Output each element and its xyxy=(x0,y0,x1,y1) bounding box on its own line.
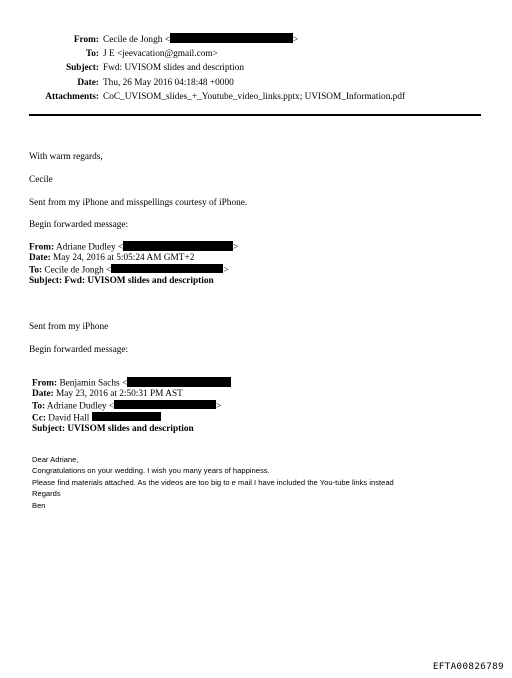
fwd1-date-label: Date: xyxy=(29,253,51,264)
redaction-block xyxy=(111,264,223,274)
redaction-block xyxy=(92,412,161,422)
fwd2-date-label: Date: xyxy=(32,389,54,400)
body2-sent-from: Sent from my iPhone xyxy=(29,322,109,332)
fwd2-date-value: May 23, 2016 at 2:50:31 PM AST xyxy=(56,389,183,400)
header-date-label: Date: xyxy=(77,77,99,88)
fwd1-from-suffix: > xyxy=(233,242,239,253)
bates-number: EFTA00826789 xyxy=(432,661,504,672)
fwd2-to-label: To: xyxy=(32,401,46,412)
fwd1-from-value: Adriane Dudley < xyxy=(55,242,124,253)
fwd1-date-value: May 24, 2016 at 5:05:24 AM GMT+2 xyxy=(53,253,195,264)
redaction-block xyxy=(114,400,216,410)
forwarded-header-2 xyxy=(32,377,231,434)
message-line-1: Congratulations on your wedding. I wish you many years of happiness. xyxy=(32,466,270,476)
header-from-row xyxy=(0,33,512,47)
fwd2-to-row xyxy=(32,400,231,412)
fwd2-cc-label: Cc: xyxy=(32,413,46,424)
message-line-2: Please find materials attached. As the videos are too big to e mail I have included the You-tube links instead xyxy=(32,477,394,487)
header-to-row xyxy=(0,47,512,61)
header-from-value: Cecile de Jongh < xyxy=(103,35,170,45)
fwd1-from-label: From: xyxy=(29,242,55,253)
body-begin-forwarded: Begin forwarded message: xyxy=(29,220,129,230)
forwarded-header-1 xyxy=(29,241,238,286)
fwd2-cc-value: David Hall xyxy=(48,413,90,424)
header-attachments-row xyxy=(0,90,512,104)
redaction-block xyxy=(127,377,231,387)
body-regards: With warm regards, xyxy=(29,152,103,162)
fwd1-from-row xyxy=(29,241,238,253)
body2-begin-forwarded: Begin forwarded message: xyxy=(29,345,129,355)
header-divider xyxy=(29,114,481,116)
redaction-block xyxy=(170,33,293,43)
original-message-body xyxy=(32,454,394,511)
fwd1-to-label: To: xyxy=(29,265,43,276)
header-attachments-value: CoC_UVISOM_slides_+_Youtube_video_links.pptx; UVISOM_Information.pdf xyxy=(103,91,406,102)
header-date-value: Thu, 26 May 2016 04:18:48 +0000 xyxy=(103,77,234,88)
fwd2-cc-row xyxy=(32,412,231,424)
message-greeting: Dear Adriane, xyxy=(32,455,79,464)
header-subject-value: Fwd: UVISOM slides and description xyxy=(103,63,244,74)
message-name: Ben xyxy=(32,500,46,510)
header-to-label: To: xyxy=(85,49,99,60)
fwd1-to-suffix: > xyxy=(223,265,229,276)
fwd1-subject: Subject: Fwd: UVISOM slides and description xyxy=(29,275,214,286)
header-from-label: From: xyxy=(73,35,99,45)
header-attachments-label: Attachments: xyxy=(45,91,99,102)
fwd2-from-value: Benjamin Sachs < xyxy=(59,378,128,389)
header-date-row xyxy=(0,76,512,90)
fwd1-date-row xyxy=(29,253,238,264)
fwd2-to-suffix: > xyxy=(216,401,222,412)
header-from-suffix: > xyxy=(292,35,299,45)
fwd2-date-row xyxy=(32,389,231,400)
body-signature: Cecile xyxy=(29,175,53,185)
message-closing: Regards xyxy=(32,489,61,499)
fwd2-to-value: Adriane Dudley < xyxy=(46,401,115,412)
fwd1-to-row xyxy=(29,264,238,276)
fwd2-subject: Subject: UVISOM slides and description xyxy=(32,423,194,434)
header-subject-label: Subject: xyxy=(65,63,99,74)
fwd2-from-label: From: xyxy=(32,378,58,389)
header-to-value: J E <jeevacation@gmail.com> xyxy=(103,49,218,60)
redaction-block xyxy=(123,241,233,251)
email-header xyxy=(0,33,512,104)
fwd1-to-value: Cecile de Jongh < xyxy=(44,265,112,276)
header-subject-row xyxy=(0,61,512,75)
fwd2-from-row xyxy=(32,377,231,389)
body-iphone-note: Sent from my iPhone and misspellings courtesy of iPhone. xyxy=(29,198,248,208)
